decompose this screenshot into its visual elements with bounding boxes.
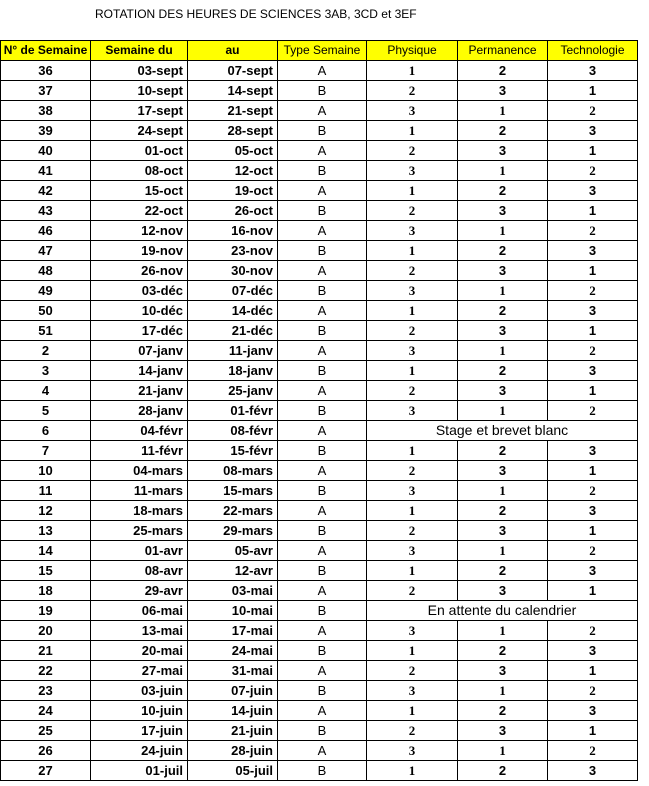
week-end-cell: 31-mai — [188, 661, 278, 681]
table-row — [1, 381, 638, 401]
week-start-cell: 11-févr — [91, 441, 188, 461]
week-type-cell: B — [278, 201, 367, 221]
week-start-cell: 25-mars — [91, 521, 188, 541]
technologie-cell: 3 — [548, 121, 638, 141]
table-row — [1, 441, 638, 461]
week-end-cell: 08-févr — [188, 421, 278, 441]
permanence-cell: 2 — [458, 121, 548, 141]
week-type-cell: B — [278, 521, 367, 541]
physique-cell: 2 — [367, 661, 458, 681]
week-number-cell: 7 — [1, 441, 91, 461]
week-start-cell: 01-oct — [91, 141, 188, 161]
week-start-cell: 01-avr — [91, 541, 188, 561]
week-start-cell: 24-juin — [91, 741, 188, 761]
week-number-cell: 19 — [1, 601, 91, 621]
week-number-cell: 49 — [1, 281, 91, 301]
technologie-cell: 1 — [548, 81, 638, 101]
table-row — [1, 621, 638, 641]
technologie-cell: 2 — [548, 161, 638, 181]
permanence-cell: 2 — [458, 761, 548, 781]
week-number-cell: 11 — [1, 481, 91, 501]
technologie-cell: 2 — [548, 541, 638, 561]
table-row — [1, 561, 638, 581]
week-end-cell: 23-nov — [188, 241, 278, 261]
permanence-cell: 1 — [458, 281, 548, 301]
week-type-cell: A — [278, 261, 367, 281]
permanence-cell: 3 — [458, 201, 548, 221]
permanence-cell: 3 — [458, 381, 548, 401]
physique-cell: 3 — [367, 101, 458, 121]
week-start-cell: 06-mai — [91, 601, 188, 621]
technologie-cell: 3 — [548, 641, 638, 661]
week-end-cell: 14-juin — [188, 701, 278, 721]
week-end-cell: 29-mars — [188, 521, 278, 541]
week-end-cell: 05-oct — [188, 141, 278, 161]
week-type-cell: A — [278, 741, 367, 761]
week-number-cell: 37 — [1, 81, 91, 101]
week-number-cell: 50 — [1, 301, 91, 321]
week-number-cell: 13 — [1, 521, 91, 541]
technologie-cell: 3 — [548, 701, 638, 721]
header-permanence: Permanence — [458, 41, 548, 61]
week-type-cell: A — [278, 461, 367, 481]
week-type-cell: B — [278, 281, 367, 301]
permanence-cell: 2 — [458, 361, 548, 381]
table-row — [1, 201, 638, 221]
table-row — [1, 321, 638, 341]
week-end-cell: 15-févr — [188, 441, 278, 461]
permanence-cell: 2 — [458, 61, 548, 81]
week-type-cell: B — [278, 441, 367, 461]
header-technologie: Technologie — [548, 41, 638, 61]
week-start-cell: 03-sept — [91, 61, 188, 81]
physique-cell: 2 — [367, 321, 458, 341]
week-end-cell: 12-oct — [188, 161, 278, 181]
week-end-cell: 14-sept — [188, 81, 278, 101]
week-type-cell: A — [278, 421, 367, 441]
physique-cell: 1 — [367, 241, 458, 261]
week-number-cell: 4 — [1, 381, 91, 401]
week-start-cell: 07-janv — [91, 341, 188, 361]
physique-cell: 3 — [367, 481, 458, 501]
week-number-cell: 20 — [1, 621, 91, 641]
week-type-cell: B — [278, 241, 367, 261]
physique-cell: 2 — [367, 721, 458, 741]
week-start-cell: 10-juin — [91, 701, 188, 721]
week-number-cell: 51 — [1, 321, 91, 341]
week-number-cell: 40 — [1, 141, 91, 161]
table-row — [1, 501, 638, 521]
week-start-cell: 01-juil — [91, 761, 188, 781]
week-type-cell: B — [278, 121, 367, 141]
week-end-cell: 21-sept — [188, 101, 278, 121]
physique-cell: 1 — [367, 561, 458, 581]
week-end-cell: 08-mars — [188, 461, 278, 481]
physique-cell: 1 — [367, 701, 458, 721]
physique-cell: 1 — [367, 641, 458, 661]
week-number-cell: 21 — [1, 641, 91, 661]
table-row — [1, 721, 638, 741]
week-number-cell: 47 — [1, 241, 91, 261]
week-end-cell: 28-sept — [188, 121, 278, 141]
week-type-cell: B — [278, 361, 367, 381]
physique-cell: 2 — [367, 201, 458, 221]
technologie-cell: 3 — [548, 501, 638, 521]
table-row — [1, 141, 638, 161]
header-week-type: Type Semaine — [278, 41, 367, 61]
header-row — [1, 41, 638, 61]
table-row — [1, 101, 638, 121]
week-type-cell: A — [278, 221, 367, 241]
week-end-cell: 16-nov — [188, 221, 278, 241]
week-start-cell: 19-nov — [91, 241, 188, 261]
week-type-cell: B — [278, 481, 367, 501]
technologie-cell: 2 — [548, 621, 638, 641]
week-number-cell: 23 — [1, 681, 91, 701]
page-title: ROTATION DES HEURES DE SCIENCES 3AB, 3CD et 3EF — [95, 7, 417, 21]
table-row — [1, 461, 638, 481]
permanence-cell: 2 — [458, 561, 548, 581]
week-start-cell: 13-mai — [91, 621, 188, 641]
rotation-table — [0, 40, 638, 781]
permanence-cell: 3 — [458, 581, 548, 601]
week-start-cell: 21-janv — [91, 381, 188, 401]
permanence-cell: 1 — [458, 481, 548, 501]
permanence-cell: 2 — [458, 181, 548, 201]
week-start-cell: 26-nov — [91, 261, 188, 281]
technologie-cell: 2 — [548, 741, 638, 761]
permanence-cell: 3 — [458, 521, 548, 541]
week-number-cell: 48 — [1, 261, 91, 281]
permanence-cell: 1 — [458, 681, 548, 701]
technologie-cell: 1 — [548, 461, 638, 481]
technologie-cell: 3 — [548, 301, 638, 321]
technologie-cell: 1 — [548, 261, 638, 281]
week-end-cell: 22-mars — [188, 501, 278, 521]
week-type-cell: B — [278, 761, 367, 781]
week-start-cell: 04-févr — [91, 421, 188, 441]
week-type-cell: B — [278, 641, 367, 661]
technologie-cell: 3 — [548, 761, 638, 781]
physique-cell: 2 — [367, 261, 458, 281]
table-row — [1, 281, 638, 301]
physique-cell: 2 — [367, 581, 458, 601]
physique-cell: 3 — [367, 681, 458, 701]
physique-cell: 1 — [367, 361, 458, 381]
table-row — [1, 401, 638, 421]
week-number-cell: 24 — [1, 701, 91, 721]
technologie-cell: 2 — [548, 401, 638, 421]
week-end-cell: 11-janv — [188, 341, 278, 361]
week-start-cell: 18-mars — [91, 501, 188, 521]
week-start-cell: 14-janv — [91, 361, 188, 381]
physique-cell: 3 — [367, 221, 458, 241]
permanence-cell: 2 — [458, 641, 548, 661]
week-number-cell: 46 — [1, 221, 91, 241]
permanence-cell: 2 — [458, 441, 548, 461]
week-start-cell: 12-nov — [91, 221, 188, 241]
technologie-cell: 2 — [548, 481, 638, 501]
physique-cell: 2 — [367, 521, 458, 541]
physique-cell: 1 — [367, 61, 458, 81]
week-end-cell: 07-sept — [188, 61, 278, 81]
week-end-cell: 24-mai — [188, 641, 278, 661]
table-row — [1, 741, 638, 761]
technologie-cell: 1 — [548, 581, 638, 601]
table-row — [1, 61, 638, 81]
permanence-cell: 3 — [458, 141, 548, 161]
week-end-cell: 26-oct — [188, 201, 278, 221]
week-start-cell: 17-juin — [91, 721, 188, 741]
table-row — [1, 81, 638, 101]
week-number-cell: 10 — [1, 461, 91, 481]
permanence-cell: 3 — [458, 721, 548, 741]
week-number-cell: 6 — [1, 421, 91, 441]
week-type-cell: A — [278, 661, 367, 681]
week-number-cell: 22 — [1, 661, 91, 681]
week-note-cell: En attente du calendrier — [367, 601, 638, 621]
week-end-cell: 07-juin — [188, 681, 278, 701]
table-row — [1, 241, 638, 261]
technologie-cell: 3 — [548, 561, 638, 581]
week-start-cell: 27-mai — [91, 661, 188, 681]
permanence-cell: 1 — [458, 341, 548, 361]
week-type-cell: A — [278, 61, 367, 81]
permanence-cell: 2 — [458, 501, 548, 521]
week-type-cell: B — [278, 81, 367, 101]
week-end-cell: 17-mai — [188, 621, 278, 641]
week-type-cell: B — [278, 601, 367, 621]
week-start-cell: 22-oct — [91, 201, 188, 221]
physique-cell: 1 — [367, 441, 458, 461]
table-row — [1, 541, 638, 561]
physique-cell: 3 — [367, 741, 458, 761]
week-start-cell: 11-mars — [91, 481, 188, 501]
week-note-cell: Stage et brevet blanc — [367, 421, 638, 441]
week-end-cell: 21-juin — [188, 721, 278, 741]
week-type-cell: A — [278, 381, 367, 401]
week-number-cell: 2 — [1, 341, 91, 361]
technologie-cell: 3 — [548, 61, 638, 81]
week-end-cell: 03-mai — [188, 581, 278, 601]
week-number-cell: 12 — [1, 501, 91, 521]
week-number-cell: 5 — [1, 401, 91, 421]
technologie-cell: 2 — [548, 281, 638, 301]
physique-cell: 2 — [367, 461, 458, 481]
week-type-cell: A — [278, 101, 367, 121]
week-end-cell: 05-avr — [188, 541, 278, 561]
technologie-cell: 1 — [548, 321, 638, 341]
permanence-cell: 1 — [458, 161, 548, 181]
week-number-cell: 38 — [1, 101, 91, 121]
table-row — [1, 661, 638, 681]
table-row — [1, 181, 638, 201]
week-end-cell: 19-oct — [188, 181, 278, 201]
week-end-cell: 15-mars — [188, 481, 278, 501]
week-type-cell: B — [278, 561, 367, 581]
permanence-cell: 1 — [458, 401, 548, 421]
week-type-cell: B — [278, 161, 367, 181]
table-row — [1, 161, 638, 181]
week-end-cell: 21-déc — [188, 321, 278, 341]
table-row — [1, 701, 638, 721]
week-end-cell: 05-juil — [188, 761, 278, 781]
physique-cell: 2 — [367, 81, 458, 101]
physique-cell: 1 — [367, 121, 458, 141]
week-start-cell: 20-mai — [91, 641, 188, 661]
table-row — [1, 301, 638, 321]
permanence-cell: 1 — [458, 621, 548, 641]
table-row — [1, 521, 638, 541]
permanence-cell: 2 — [458, 701, 548, 721]
week-end-cell: 14-déc — [188, 301, 278, 321]
week-type-cell: A — [278, 501, 367, 521]
technologie-cell: 1 — [548, 721, 638, 741]
physique-cell: 1 — [367, 501, 458, 521]
physique-cell: 3 — [367, 621, 458, 641]
table-row — [1, 641, 638, 661]
technologie-cell: 3 — [548, 181, 638, 201]
week-type-cell: A — [278, 701, 367, 721]
technologie-cell: 2 — [548, 101, 638, 121]
week-end-cell: 01-févr — [188, 401, 278, 421]
week-number-cell: 25 — [1, 721, 91, 741]
week-start-cell: 04-mars — [91, 461, 188, 481]
week-type-cell: B — [278, 321, 367, 341]
permanence-cell: 2 — [458, 241, 548, 261]
technologie-cell: 1 — [548, 521, 638, 541]
week-end-cell: 18-janv — [188, 361, 278, 381]
technologie-cell: 1 — [548, 141, 638, 161]
week-start-cell: 10-sept — [91, 81, 188, 101]
physique-cell: 3 — [367, 341, 458, 361]
physique-cell: 3 — [367, 161, 458, 181]
week-end-cell: 12-avr — [188, 561, 278, 581]
week-number-cell: 39 — [1, 121, 91, 141]
permanence-cell: 1 — [458, 101, 548, 121]
week-start-cell: 29-avr — [91, 581, 188, 601]
technologie-cell: 3 — [548, 441, 638, 461]
physique-cell: 3 — [367, 281, 458, 301]
technologie-cell: 1 — [548, 201, 638, 221]
table-row — [1, 421, 638, 441]
header-week-start: Semaine du — [91, 41, 188, 61]
permanence-cell: 1 — [458, 221, 548, 241]
week-start-cell: 08-avr — [91, 561, 188, 581]
week-type-cell: A — [278, 541, 367, 561]
week-start-cell: 08-oct — [91, 161, 188, 181]
week-start-cell: 03-juin — [91, 681, 188, 701]
week-type-cell: A — [278, 181, 367, 201]
week-end-cell: 30-nov — [188, 261, 278, 281]
week-number-cell: 36 — [1, 61, 91, 81]
technologie-cell: 3 — [548, 361, 638, 381]
table-body — [1, 61, 638, 781]
week-end-cell: 10-mai — [188, 601, 278, 621]
table-row — [1, 481, 638, 501]
table-row — [1, 581, 638, 601]
permanence-cell: 2 — [458, 301, 548, 321]
technologie-cell: 3 — [548, 241, 638, 261]
table-row — [1, 681, 638, 701]
week-start-cell: 28-janv — [91, 401, 188, 421]
physique-cell: 1 — [367, 181, 458, 201]
week-start-cell: 17-sept — [91, 101, 188, 121]
physique-cell: 2 — [367, 141, 458, 161]
week-number-cell: 14 — [1, 541, 91, 561]
week-number-cell: 18 — [1, 581, 91, 601]
technologie-cell: 2 — [548, 341, 638, 361]
table-row — [1, 221, 638, 241]
week-type-cell: A — [278, 621, 367, 641]
week-start-cell: 03-déc — [91, 281, 188, 301]
week-number-cell: 27 — [1, 761, 91, 781]
week-type-cell: A — [278, 341, 367, 361]
technologie-cell: 2 — [548, 681, 638, 701]
permanence-cell: 3 — [458, 461, 548, 481]
table-row — [1, 361, 638, 381]
physique-cell: 3 — [367, 401, 458, 421]
header-physique: Physique — [367, 41, 458, 61]
week-type-cell: A — [278, 301, 367, 321]
week-type-cell: B — [278, 401, 367, 421]
week-end-cell: 07-déc — [188, 281, 278, 301]
technologie-cell: 2 — [548, 221, 638, 241]
week-start-cell: 10-déc — [91, 301, 188, 321]
permanence-cell: 1 — [458, 541, 548, 561]
week-number-cell: 42 — [1, 181, 91, 201]
week-start-cell: 24-sept — [91, 121, 188, 141]
header-week-number: N° de Semaine — [1, 41, 91, 61]
table-row — [1, 261, 638, 281]
week-type-cell: B — [278, 681, 367, 701]
permanence-cell: 3 — [458, 321, 548, 341]
week-end-cell: 28-juin — [188, 741, 278, 761]
permanence-cell: 3 — [458, 81, 548, 101]
permanence-cell: 1 — [458, 741, 548, 761]
week-number-cell: 15 — [1, 561, 91, 581]
week-type-cell: A — [278, 141, 367, 161]
permanence-cell: 3 — [458, 661, 548, 681]
week-number-cell: 26 — [1, 741, 91, 761]
table-row — [1, 341, 638, 361]
physique-cell: 3 — [367, 541, 458, 561]
table-row — [1, 121, 638, 141]
week-number-cell: 43 — [1, 201, 91, 221]
week-type-cell: A — [278, 581, 367, 601]
week-end-cell: 25-janv — [188, 381, 278, 401]
physique-cell: 2 — [367, 381, 458, 401]
week-start-cell: 17-déc — [91, 321, 188, 341]
table-row — [1, 601, 638, 621]
week-start-cell: 15-oct — [91, 181, 188, 201]
week-type-cell: B — [278, 721, 367, 741]
technologie-cell: 1 — [548, 661, 638, 681]
physique-cell: 1 — [367, 301, 458, 321]
technologie-cell: 1 — [548, 381, 638, 401]
physique-cell: 1 — [367, 761, 458, 781]
permanence-cell: 3 — [458, 261, 548, 281]
header-week-end: au — [188, 41, 278, 61]
week-number-cell: 41 — [1, 161, 91, 181]
week-number-cell: 3 — [1, 361, 91, 381]
table-row — [1, 761, 638, 781]
